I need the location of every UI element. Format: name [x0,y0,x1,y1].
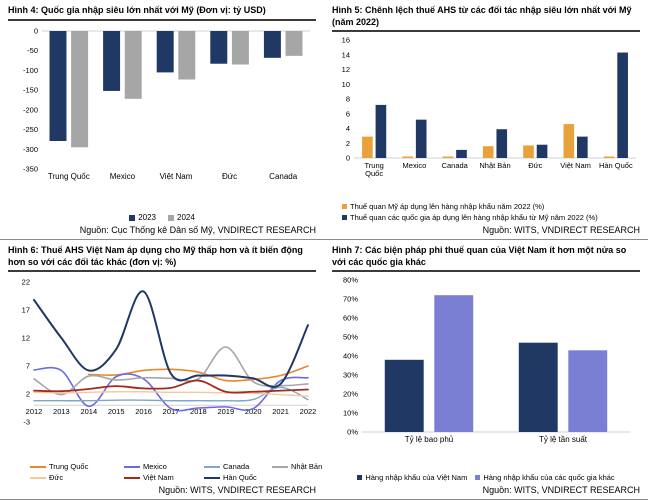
x-year-label: 2019 [217,407,235,417]
figure-4-title-rule [8,19,316,21]
x-year-label: 2012 [25,407,43,417]
figure-7-panel [324,240,648,500]
legend-item-trung-quoc [30,462,122,471]
bar-partner-tariff-on-us-4 [537,145,548,158]
y-tick-label: 80% [342,275,358,285]
x-year-label: 2017 [162,407,180,417]
bar-y2023-0 [50,31,67,141]
bar-partner-tariff-on-us-2 [456,150,467,158]
bar-us-tariff-on-imports-4 [523,145,534,158]
legend-item-us-tariff-on-imports [342,202,640,211]
x-year-label: 2013 [53,407,70,417]
y-tick-label: -300 [22,144,38,154]
figure-7-bar-chart [332,274,640,453]
vn-imports-swatch-icon [357,475,362,480]
x-category-label: Tỷ lệ bao phủ [404,435,454,445]
x-category-label: Tỷ lệ tần suất [538,435,588,445]
bar-us-tariff-on-imports-2 [443,157,454,158]
duc-swatch-icon [30,477,46,479]
x-category-label: Mexico [109,171,136,181]
x-year-label: 2015 [107,407,125,417]
legend-item-canada [204,462,270,471]
y-tick-label: 2 [345,138,350,148]
bar-y2024-4 [286,31,303,56]
bar-us-tariff-on-imports-5 [563,124,574,158]
y-tick-label: 0 [345,153,350,163]
figure-4-legend [8,213,316,222]
legend-label: Thuế quan các quốc gia áp dụng lên hàng nhập khẩu từ Mỹ năm 2022 (%) [350,213,598,222]
figure-7-source: Nguồn: WITS, VNDIRECT RESEARCH [482,485,640,495]
y-tick-label: 14 [341,50,350,60]
figure-6-panel [0,240,324,500]
y2024-swatch-icon [168,215,174,221]
legend-item-other-country-imports [475,473,614,482]
legend-item-duc [30,473,122,482]
figure-7-title-rule [332,270,640,272]
bar-us-tariff-on-imports-3 [483,146,494,158]
y-tick-label: -150 [22,85,38,95]
bar-us-tariff-on-imports-6 [604,157,615,158]
y-tick-label: 12 [341,65,350,75]
y-tick-label: -350 [22,164,38,174]
x-category-label: Mexico [402,161,427,171]
y-tick-label: 6 [345,109,350,119]
y-tick-label: 20% [342,389,358,399]
legend-item-han-quoc [204,473,270,482]
bar-vn-imports-0 [385,360,424,432]
legend-label: Hàng nhập khẩu của Việt Nam [365,473,468,482]
figure-5-bar-chart [332,34,640,189]
figure-5-title-rule [332,30,640,32]
legend-item-nhat-ban [272,462,324,471]
chart-canvas [8,23,316,187]
y-tick-label: 40% [342,351,358,361]
legend-item-partner-tariff-on-us [342,213,640,222]
legend-label: Thuế quan Mỹ áp dụng lên hàng nhập khẩu năm 2022 (%) [350,202,545,211]
figure-6-line-chart [8,274,316,449]
y-tick-label: 0 [33,26,38,36]
y-tick-label: 10% [342,408,358,418]
x-category-label: Việt Nam [560,161,591,171]
canada-swatch-icon [204,466,220,468]
legend-label: 2023 [138,213,156,222]
bar-y2024-2 [178,31,195,79]
mexico-swatch-icon [124,466,140,468]
figure-5-panel [324,0,648,240]
y-tick-label: -250 [22,124,38,134]
figure-7-title: Hình 7: Các biện pháp phi thuế quan của Việt Nam ít hơn một nửa so với các quốc gia khác [332,245,627,267]
legend-item-vn-imports [357,473,467,482]
figure-4-panel [0,0,324,240]
figure-6-title-rule [8,270,316,272]
x-year-label: 2021 [272,407,289,417]
y-tick-label: 4 [345,124,350,134]
figure-4-bar-chart [8,23,316,192]
bar-partner-tariff-on-us-6 [617,53,628,158]
x-year-label: 2018 [190,407,207,417]
x-category-label: Trung Quốc [364,161,384,179]
y-tick-label: -200 [22,104,38,114]
legend-item-mexico [124,462,202,471]
y-tick-label: 0% [347,427,358,437]
bar-partner-tariff-on-us-1 [416,120,427,158]
bar-other-country-imports-1 [568,350,607,432]
x-category-label: Nhật Bản [479,161,511,171]
legend-label: Việt Nam [143,473,174,482]
figure-6-source: Nguồn: WITS, VNDIRECT RESEARCH [158,485,316,495]
nhat-ban-swatch-icon [272,466,288,468]
legend-label: Nhật Bản [291,462,323,471]
x-year-label: 2020 [244,407,262,417]
y-tick-label: 30% [342,370,358,380]
bar-y2023-3 [210,31,227,64]
legend-label: 2024 [177,213,195,222]
bar-y2024-3 [232,31,249,65]
bar-y2023-1 [103,31,120,91]
chart-canvas [332,34,640,184]
bar-partner-tariff-on-us-5 [577,137,588,158]
figure-6-title: Hình 6: Thuế AHS Việt Nam áp dụng cho Mỹ thấp hơn và ít biến động hơn so với các đối tác khác (đơn vị: %) [8,245,303,267]
x-category-label: Việt Nam [159,171,193,181]
figure-5-legend [332,202,640,222]
bar-y2023-4 [264,31,281,58]
y-tick-label: 60% [342,313,358,323]
x-category-label: Canada [441,161,468,171]
line-han-quoc [34,291,308,387]
x-category-label: Đức [528,161,543,171]
figure-5-source: Nguồn: WITS, VNDIRECT RESEARCH [482,225,640,235]
legend-item-viet-nam [124,473,202,482]
y-tick-label: 12 [21,333,30,343]
y-tick-label: 17 [21,305,30,315]
us-tariff-on-imports-swatch-icon [342,204,347,209]
x-category-label: Canada [269,171,298,181]
x-category-label: Trung Quốc [47,171,90,181]
bar-y2024-1 [125,31,142,99]
y-tick-label: -3 [23,417,30,427]
partner-tariff-on-us-swatch-icon [342,215,347,220]
legend-label: Canada [223,462,250,471]
bar-partner-tariff-on-us-3 [496,129,507,158]
x-category-label: Hàn Quốc [598,161,633,171]
figure-5-title: Hình 5: Chênh lệch thuế AHS từ các đối tác nhập siêu lớn nhất với Mỹ (năm 2022) [332,5,632,27]
other-country-imports-swatch-icon [475,475,480,480]
legend-label: Mexico [143,462,167,471]
figure-4-source: Nguồn: Cục Thống kê Dân số Mỹ, VNDIRECT RESEARCH [79,225,316,235]
han-quoc-swatch-icon [204,477,220,479]
bar-us-tariff-on-imports-0 [362,137,373,158]
bar-y2023-2 [157,31,174,72]
y-tick-label: 10 [341,79,350,89]
y-tick-label: 70% [342,294,358,304]
bar-partner-tariff-on-us-0 [376,105,387,158]
y-tick-label: 22 [21,277,30,287]
viet-nam-swatch-icon [124,477,140,479]
x-year-label: 2022 [299,407,316,417]
figure-4-title: Hình 4: Quốc gia nhập siêu lớn nhất với Mỹ (Đơn vị: tỷ USD) [8,5,266,15]
y-tick-label: 2 [25,389,30,399]
legend-label: Đức [49,473,64,482]
legend-label: Trung Quốc [49,462,89,471]
figure-7-legend [332,473,640,482]
y-tick-label: -50 [27,45,38,55]
y-tick-label: 50% [342,332,358,342]
chart-canvas [332,274,640,448]
legend-label: Hàng nhập khẩu của các quốc gia khác [483,473,615,482]
trung-quoc-swatch-icon [30,466,46,468]
x-category-label: Đức [222,171,238,181]
y-tick-label: -100 [22,65,38,75]
bar-vn-imports-1 [519,343,558,432]
y2023-swatch-icon [129,215,135,221]
x-year-label: 2014 [80,407,98,417]
legend-label: Hàn Quốc [223,473,257,482]
bar-other-country-imports-0 [434,295,473,432]
y-tick-label: 8 [345,94,350,104]
figure-6-legend [8,462,323,482]
bar-y2024-0 [71,31,88,147]
chart-canvas [8,274,316,444]
legend-item-y2024 [168,213,195,222]
bar-us-tariff-on-imports-1 [402,157,413,158]
legend-item-y2023 [129,213,156,222]
x-year-label: 2016 [135,407,152,417]
y-tick-label: 16 [341,35,350,45]
y-tick-label: 7 [25,361,30,371]
